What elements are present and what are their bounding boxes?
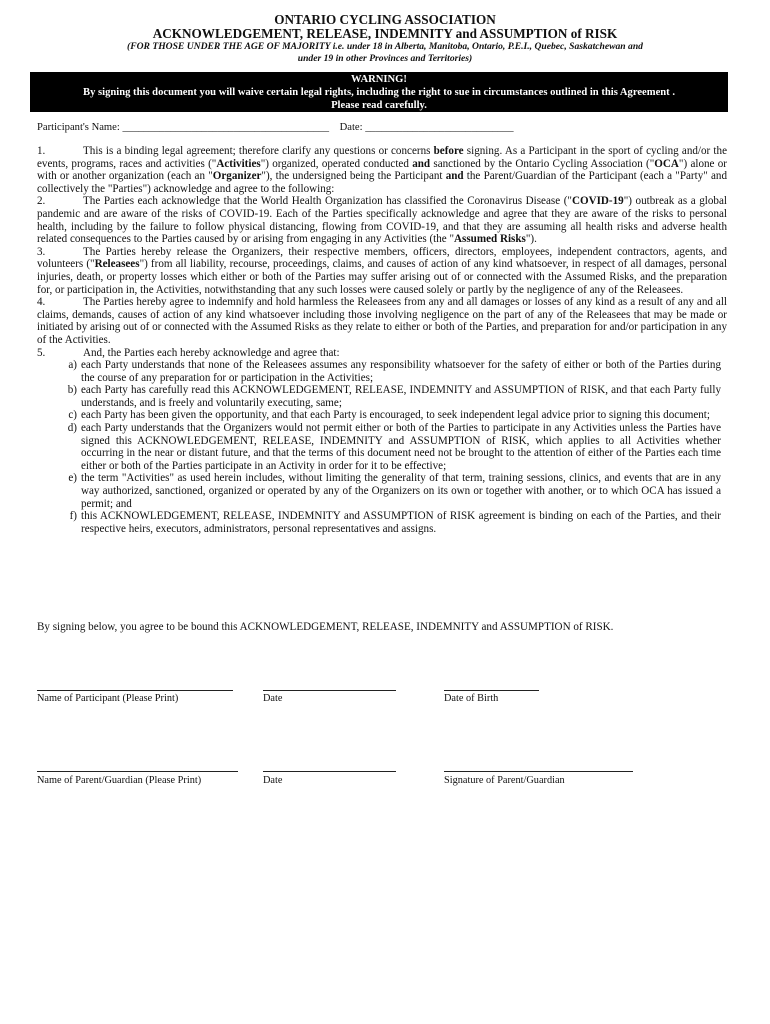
participant-date-blank[interactable]: ____________________________: [365, 122, 514, 133]
subclause-label: d): [67, 422, 77, 435]
clause-bold: COVID-19: [571, 195, 624, 208]
clause-text: ") alone or with or another organization (each an ": [37, 157, 728, 183]
clause-text: The Parties hereby release the Organizers, their respective members, officers, directors, employees, independent contractors, agents, and volunteers (": [37, 245, 727, 271]
clause-bold: Activities: [216, 157, 261, 170]
agreement-body: [37, 145, 727, 535]
clause-4: [37, 296, 727, 346]
guardian-date-label: Date: [263, 775, 283, 786]
clause-bold: Organizer: [212, 170, 262, 183]
subclause-f: [37, 510, 727, 535]
clause-1: [37, 145, 727, 195]
warning-title: WARNING!: [351, 74, 407, 85]
clause-text: ") from all liability, recourse, proceedings, claims, and causes of action of any kind whatsoever, in respect of all damages, personal injuries, death, or property losses which either or both of the Parties may suffer arising out of or connected with the Assumed Risks, and the preparation for, or participation in, the Activities, notwithstanding that any such losses were caused solely or partly by the negligence of any of the Releasees.: [37, 258, 727, 296]
document-subtitle-heading: ACKNOWLEDGEMENT, RELEASE, INDEMNITY and ASSUMPTION of RISK: [152, 26, 618, 41]
participant-name-label: Participant's Name:: [37, 122, 120, 133]
guardian-date-signature-line[interactable]: [263, 771, 396, 772]
clause-text: signing. As a Participant in the sport of cycling and/or the events, programs, races and activities (": [37, 145, 727, 170]
subclause-b: [37, 384, 727, 409]
clause-text: And, the Parties each hereby acknowledge and agree that:: [83, 346, 340, 359]
clause-text: ").: [525, 233, 537, 246]
clause-text: The Parties each acknowledge that the World Health Organization has classified the Coronavirus Disease (": [83, 195, 572, 208]
clause-number: 1.: [37, 145, 46, 157]
clause-text: sanctioned by the Ontario Cycling Association (": [430, 157, 655, 170]
participant-date-signature-line[interactable]: [263, 690, 396, 691]
clause-bold: Assumed Risks: [454, 233, 526, 246]
clause-bold: Releasees: [94, 258, 140, 271]
warning-box: [30, 72, 728, 112]
clause-3: [37, 246, 727, 296]
subclause-text: each Party has carefully read this ACKNOWLEDGEMENT, RELEASE, INDEMNITY and ASSUMPTION of RISK, and that each Party fully understands, and is freely and voluntarily executing, same;: [81, 384, 721, 409]
clause-text: The Parties hereby agree to indemnify and hold harmless the Releasees from any and all damages or losses of any kind as a result of any and all claims, demands, causes of action of any kind whatsoever including those involving negligence on the part of any of the Releasees that may be made or initiated by arising out of or connected with the Assumed Risks as they relate to either or both of the Parties, and preparation for and/or participation in any of the Activities.: [37, 296, 727, 346]
subclause-text: each Party has been given the opportunity, and that each Party is encouraged, to seek independent legal advice prior to signing this document;: [81, 409, 710, 422]
subclause-text: each Party understands that the Organizers would not permit either or both of the Parties to participate in any Activities unless the Parties have signed this ACKNOWLEDGEMENT, RELEASE, INDEMNITY and ASSUMPTION of RISK, which applies to all Activities whether occurring in the near or distant future, and that the terms of this document need not be brought to the attention of either of the Parties each time either or both of the Parties participate in an Activity in order for it to be effective;: [81, 422, 721, 472]
subclause-e: [37, 472, 727, 510]
clause-bold: before: [433, 145, 464, 157]
subclause-label: e): [68, 472, 77, 485]
date-of-birth-label: Date of Birth: [444, 693, 499, 704]
participant-date-label: Date:: [339, 122, 363, 133]
clause-5: [37, 347, 727, 360]
clause-text: This is a binding legal agreement; therefore clarify any questions or concerns: [83, 145, 434, 157]
clause-2: [37, 195, 727, 245]
clause-number: 5.: [37, 346, 46, 359]
age-of-majority-note: (FOR THOSE UNDER THE AGE OF MAJORITY i.e. under 18 in Alberta, Manitoba, Ontario, P.E.I., Quebec, Saskatchewan and under 19 in other Provinces and Territories): [127, 41, 643, 64]
clause-text: ") outbreak as a global pandemic and are aware of the risks of COVID-19. Each of the Parties specifically acknowledge and agree that they are aware of the risks to personal health, including by the failure to follow physical distancing, flowing from COVID-19, and that they are assuming all health risks and adverse health related consequences to the Parties caused by or arising from engaging in any Activities (the ": [37, 195, 727, 246]
guardian-signature-label: Signature of Parent/Guardian: [444, 775, 565, 786]
clause-number: 4.: [37, 296, 46, 309]
subclause-a: [37, 359, 727, 384]
document-title: ONTARIO CYCLING ASSOCIATION: [274, 12, 496, 27]
subclause-text: each Party understands that none of the Releasees assumes any responsibility whatsoever for the safety of either or both of the Parties during the course of any preparation for or participation in the Activities;: [81, 359, 721, 384]
participant-name-label-print: Name of Participant (Please Print): [37, 693, 179, 704]
participant-name-blank[interactable]: _______________________________________: [122, 122, 330, 133]
subclause-text: this ACKNOWLEDGEMENT, RELEASE, INDEMNITY and ASSUMPTION of RISK agreement is binding on each of the Parties, and their respective heirs, executors, administrators, personal representatives and assigns.: [81, 510, 721, 535]
date-of-birth-signature-line[interactable]: [444, 690, 539, 691]
subclause-text: the term "Activities" as used herein includes, without limiting the generality of that term, training sessions, clinics, and events that are in any way authorized, sanctioned, organized or operated by any of the Organizers on its own or together with another, or to which OCA has issued a permit; and: [81, 472, 721, 510]
subclause-label: c): [68, 409, 77, 422]
closing-statement: By signing below, you agree to be bound this ACKNOWLEDGEMENT, RELEASE, INDEMNITY and ASSUMPTION of RISK.: [37, 621, 614, 633]
guardian-name-label: Name of Parent/Guardian (Please Print): [37, 775, 202, 786]
subclause-label: a): [68, 359, 77, 372]
warning-text: By signing this document you will waive certain legal rights, including the right to sue in circumstances outlined in this Agreement . Please read carefully.: [83, 87, 675, 111]
subclause-c: [37, 409, 727, 422]
subclause-d: [37, 422, 727, 472]
clause-bold: OCA: [654, 157, 679, 170]
participant-name-line: [37, 122, 514, 133]
subclause-label: b): [67, 384, 77, 397]
clause-bold: and: [412, 157, 431, 170]
clause-text: "), the undersigned being the Participant: [261, 170, 446, 183]
subclause-label: f): [69, 510, 77, 523]
participant-date-label-print: Date: [263, 693, 283, 704]
guardian-signature-line[interactable]: [444, 771, 633, 772]
clause-number: 3.: [37, 245, 46, 258]
guardian-name-signature-line[interactable]: [37, 771, 238, 772]
clause-text: ") organized, operated conducted: [260, 157, 413, 170]
clause-bold: and: [445, 170, 464, 183]
clause-text: the Parent/Guardian of the Participant (each a "Party" and collectively the "Parties") acknowledge and agree to the following:: [37, 170, 727, 195]
participant-name-signature-line[interactable]: [37, 690, 233, 691]
clause-number: 2.: [37, 195, 46, 208]
